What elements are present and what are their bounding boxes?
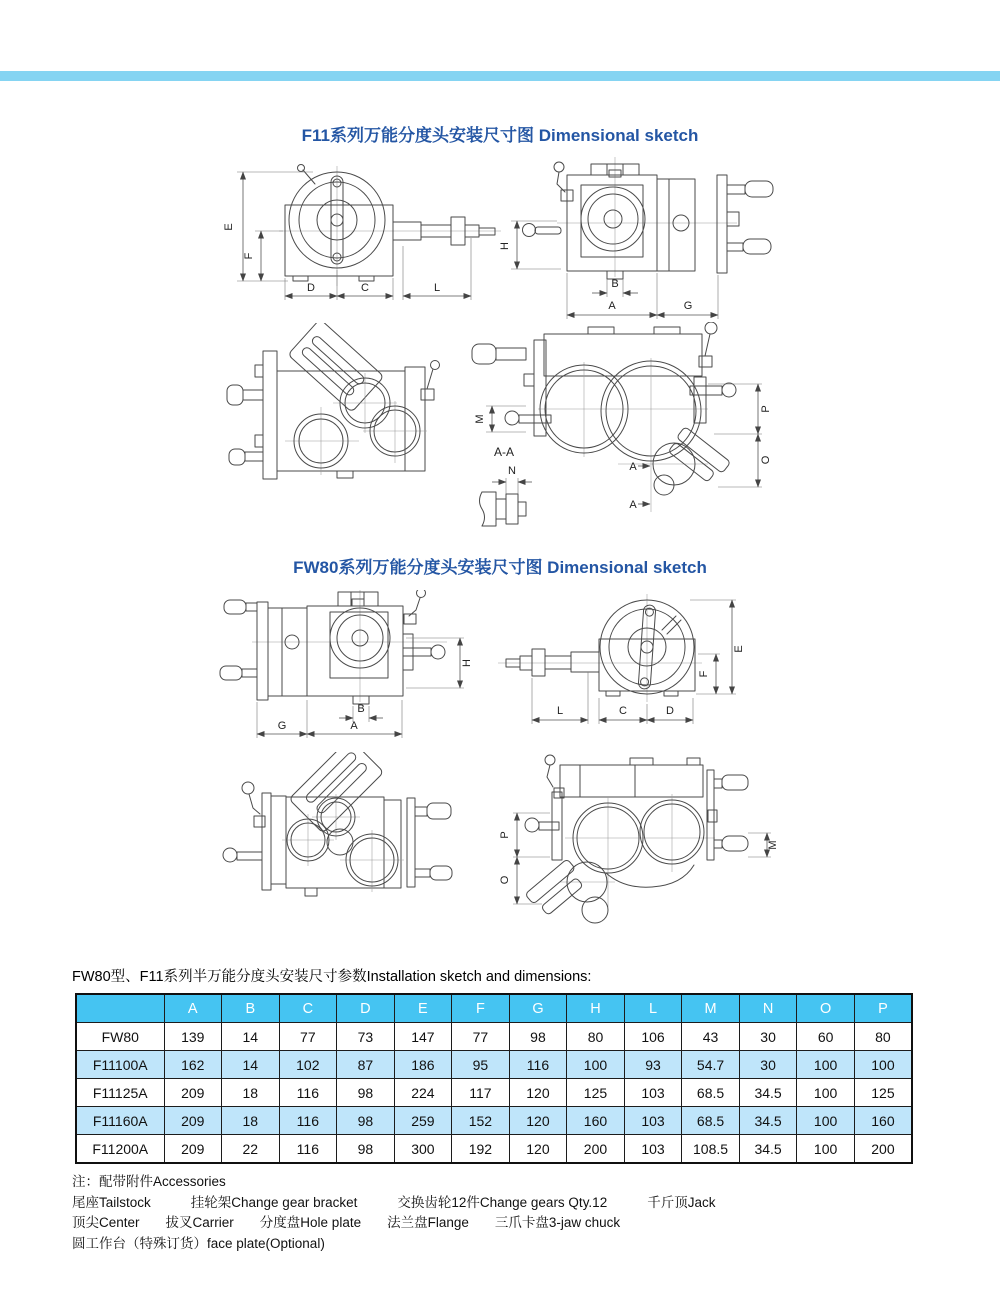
f11-section-title: F11系列万能分度头安装尺寸图 Dimensional sketch — [301, 126, 699, 145]
dimensions-table — [75, 993, 913, 1164]
value-cell: 103 — [624, 1107, 682, 1135]
note-item: 顶尖Center — [72, 1215, 140, 1231]
header-cell: L — [624, 994, 682, 1023]
value-cell: 34.5 — [739, 1079, 797, 1107]
accent-bar — [0, 71, 1000, 81]
value-cell: 68.5 — [682, 1107, 740, 1135]
value-cell: 80 — [854, 1023, 912, 1051]
dim-label-l: L — [556, 705, 564, 717]
value-cell: 100 — [797, 1135, 855, 1164]
machine-body — [223, 752, 452, 896]
note-item: 法兰盘Flange — [387, 1215, 469, 1231]
value-cell: 116 — [509, 1051, 567, 1079]
header-cell: C — [279, 994, 337, 1023]
section-arrow-a-top: A — [629, 461, 637, 473]
value-cell: 34.5 — [739, 1135, 797, 1164]
dimension-lines — [257, 638, 473, 738]
value-cell: 103 — [624, 1079, 682, 1107]
dimension-lines — [499, 813, 779, 904]
f11-rear-view-drawing — [468, 322, 786, 540]
section-label-aa: A-A — [494, 445, 515, 459]
model-cell: F11100A — [76, 1051, 164, 1079]
value-cell: 116 — [279, 1135, 337, 1164]
value-cell: 160 — [567, 1107, 625, 1135]
value-cell: 100 — [797, 1079, 855, 1107]
value-cell: 116 — [279, 1107, 337, 1135]
note-item: 尾座Tailstock — [72, 1194, 151, 1210]
value-cell: 224 — [394, 1079, 452, 1107]
header-cell: H — [567, 994, 625, 1023]
section-detail — [480, 492, 527, 526]
value-cell: 106 — [624, 1023, 682, 1051]
value-cell: 54.7 — [682, 1051, 740, 1079]
header-cell: A — [164, 994, 222, 1023]
fw80-front-view-drawing — [212, 590, 500, 748]
dim-label-d: D — [307, 282, 315, 294]
value-cell: 93 — [624, 1051, 682, 1079]
value-cell: 102 — [279, 1051, 337, 1079]
model-cell: F11160A — [76, 1107, 164, 1135]
dim-label-a: A — [608, 300, 616, 312]
header-cell: O — [797, 994, 855, 1023]
dim-label-o: O — [760, 455, 772, 465]
value-cell: 186 — [394, 1051, 452, 1079]
dim-label-b: B — [357, 703, 365, 715]
value-cell: 60 — [797, 1023, 855, 1051]
header-cell: E — [394, 994, 452, 1023]
value-cell: 103 — [624, 1135, 682, 1164]
note-item: 三爪卡盘3-jaw chuck — [494, 1215, 621, 1231]
dim-label-d: D — [666, 705, 674, 717]
value-cell: 73 — [337, 1023, 395, 1051]
f11-gear-train-drawing — [225, 323, 477, 505]
machine-body — [279, 165, 501, 287]
value-cell: 108.5 — [682, 1135, 740, 1164]
dim-label-g: G — [683, 300, 693, 312]
value-cell: 14 — [222, 1023, 280, 1051]
note-item: 分度盘Hole plate — [259, 1215, 362, 1231]
fw80-side-view-drawing — [490, 592, 754, 742]
value-cell: 77 — [279, 1023, 337, 1051]
value-cell: 209 — [164, 1107, 222, 1135]
value-cell: 125 — [567, 1079, 625, 1107]
value-cell: 125 — [854, 1079, 912, 1107]
value-cell: 100 — [797, 1051, 855, 1079]
notes-line-2 — [72, 1213, 755, 1234]
accessories-notes — [72, 1172, 755, 1254]
f11-front-view-drawing — [495, 157, 795, 329]
value-cell: 30 — [739, 1023, 797, 1051]
machine-body — [523, 157, 774, 279]
section-arrow-a-bottom: A — [629, 499, 637, 511]
model-cell: F11125A — [76, 1079, 164, 1107]
dim-label-a: A — [350, 720, 358, 732]
value-cell: 14 — [222, 1051, 280, 1079]
table-row — [76, 1135, 912, 1164]
note-item: 千斤顶Jack — [647, 1194, 716, 1210]
value-cell: 209 — [164, 1079, 222, 1107]
fw80-section-title: FW80系列万能分度头安装尺寸图 Dimensional sketch — [293, 558, 707, 577]
value-cell: 34.5 — [739, 1107, 797, 1135]
table-header-row — [76, 994, 912, 1023]
header-cell: B — [222, 994, 280, 1023]
dim-label-p: P — [499, 831, 511, 839]
table-row — [76, 1079, 912, 1107]
note-item: 拔叉Carrier — [165, 1215, 234, 1231]
value-cell: 192 — [452, 1135, 510, 1164]
dimension-lines — [532, 600, 745, 724]
value-cell: 120 — [509, 1107, 567, 1135]
dim-label-n: N — [508, 465, 516, 477]
dim-label-g: G — [277, 720, 287, 732]
value-cell: 18 — [222, 1107, 280, 1135]
fw80-rear-view-drawing — [480, 752, 780, 950]
value-cell: 209 — [164, 1135, 222, 1164]
dim-label-e: E — [223, 223, 235, 231]
dimension-lines — [223, 172, 471, 300]
notes-heading: 注：配带附件Accessories — [72, 1174, 226, 1189]
value-cell: 162 — [164, 1051, 222, 1079]
f11-side-view-drawing — [213, 158, 505, 313]
fw80-gear-train-drawing — [212, 752, 494, 934]
machine-body — [472, 322, 736, 512]
header-cell: G — [509, 994, 567, 1023]
notes-line-1 — [72, 1193, 755, 1214]
value-cell: 300 — [394, 1135, 452, 1164]
value-cell: 120 — [509, 1079, 567, 1107]
value-cell: 80 — [567, 1023, 625, 1051]
machine-body — [498, 594, 702, 702]
value-cell: 100 — [797, 1107, 855, 1135]
machine-body — [220, 590, 447, 704]
value-cell: 120 — [509, 1135, 567, 1164]
model-cell: F11200A — [76, 1135, 164, 1164]
value-cell: 18 — [222, 1079, 280, 1107]
dim-label-p: P — [760, 405, 772, 413]
note-item: 挂轮架Change gear bracket — [190, 1194, 358, 1210]
header-cell: F — [452, 994, 510, 1023]
value-cell: 30 — [739, 1051, 797, 1079]
value-cell: 98 — [337, 1079, 395, 1107]
value-cell: 160 — [854, 1107, 912, 1135]
value-cell: 152 — [452, 1107, 510, 1135]
value-cell: 200 — [854, 1135, 912, 1164]
machine-body — [227, 323, 440, 479]
dim-label-l: L — [433, 282, 441, 294]
value-cell: 100 — [854, 1051, 912, 1079]
model-cell: FW80 — [76, 1023, 164, 1051]
note-item: 交换齿轮12件Change gears Qty.12 — [397, 1194, 608, 1210]
header-cell: M — [682, 994, 740, 1023]
value-cell: 100 — [567, 1051, 625, 1079]
header-cell: D — [337, 994, 395, 1023]
value-cell: 200 — [567, 1135, 625, 1164]
dim-label-b: B — [611, 278, 619, 290]
table-caption: FW80型、F11系列半万能分度头安装尺寸参数Installation sketch and dimensions: — [72, 969, 592, 985]
value-cell: 43 — [682, 1023, 740, 1051]
header-cell-model — [76, 994, 164, 1023]
value-cell: 147 — [394, 1023, 452, 1051]
value-cell: 87 — [337, 1051, 395, 1079]
dim-label-e: E — [733, 645, 745, 653]
dim-label-f: F — [698, 670, 710, 678]
dim-label-m: M — [767, 840, 779, 850]
value-cell: 259 — [394, 1107, 452, 1135]
dim-label-f: F — [243, 252, 255, 260]
machine-body — [525, 755, 748, 923]
dim-label-m: M — [474, 414, 486, 424]
dim-label-h: H — [461, 659, 473, 667]
value-cell: 116 — [279, 1079, 337, 1107]
value-cell: 98 — [337, 1107, 395, 1135]
header-cell: P — [854, 994, 912, 1023]
dim-label-c: C — [361, 282, 369, 294]
table-row — [76, 1051, 912, 1079]
dim-label-h: H — [499, 242, 511, 250]
value-cell: 22 — [222, 1135, 280, 1164]
value-cell: 139 — [164, 1023, 222, 1051]
table-row — [76, 1023, 912, 1051]
table-row — [76, 1107, 912, 1135]
value-cell: 117 — [452, 1079, 510, 1107]
dim-label-o: O — [499, 875, 511, 885]
dim-label-c: C — [619, 705, 627, 717]
header-cell: N — [739, 994, 797, 1023]
value-cell: 98 — [337, 1135, 395, 1164]
value-cell: 95 — [452, 1051, 510, 1079]
value-cell: 68.5 — [682, 1079, 740, 1107]
value-cell: 77 — [452, 1023, 510, 1051]
value-cell: 98 — [509, 1023, 567, 1051]
notes-line-3: 圆工作台（特殊订货）face plate(Optional) — [72, 1235, 325, 1251]
